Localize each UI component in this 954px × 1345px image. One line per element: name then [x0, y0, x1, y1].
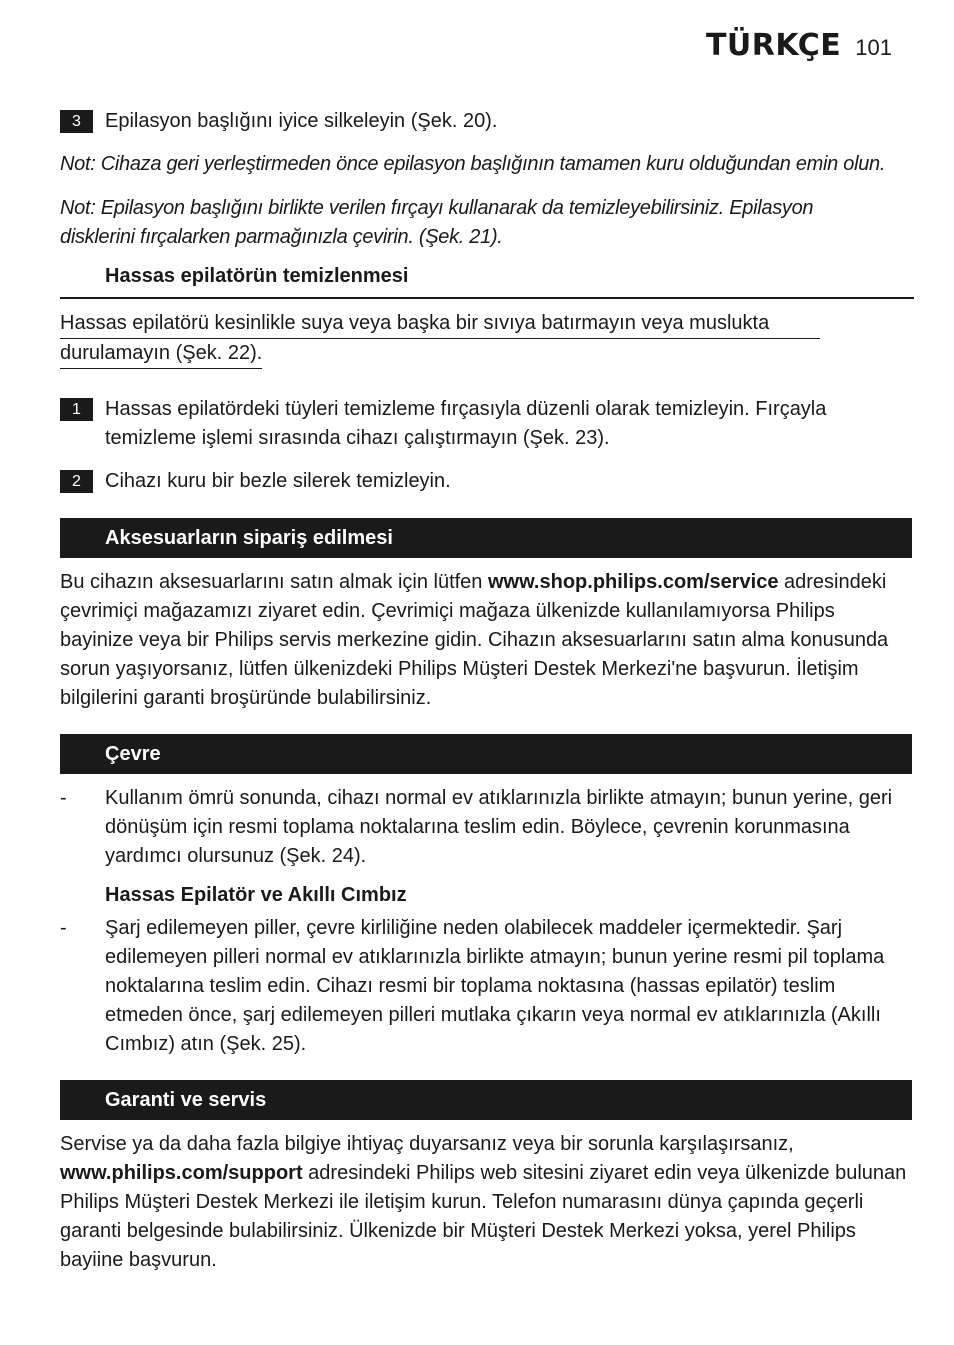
warning-text — [60, 309, 820, 369]
section-heading-precision-cleaning: Hassas epilatörün temizlenmesi — [105, 265, 409, 287]
step-number-badge: 2 — [60, 470, 93, 493]
section-heading-warranty: Garanti ve servis — [105, 1089, 267, 1111]
section-bar-environment — [60, 734, 912, 774]
note-brush: Not: Epilasyon başlığını birlikte verilen fırçayı kullanarak da temizleyebilirsiniz. Epilasyon disklerini fırçalarken parmağınızla çevirin. (Şek. 21). — [60, 197, 814, 248]
step-text: Hassas epilatördeki tüyleri temizleme fırçasıyla düzenli olarak temizleyin. Fırçayla temizleme işlemi sırasında cihazı çalıştırmayın (Şek. 23). — [105, 398, 827, 449]
accessories-text-end: adresindeki çevrimiçi mağazamızı ziyaret edin. Çevrimiçi mağaza ülkenizde kullanılamıyorsa Philips bayinize veya bir Philips servis merkezine gidin. Cihazın aksesuarlarını satın alma konusunda sorun yaşıyorsanız, lütfen ülkenizdeki Philips Müşteri Destek Merkezi'ne başvurun. İletişim bilgilerini garanti broşüründe bulabilirsiniz. — [60, 571, 889, 709]
accessories-text-start: Bu cihazın aksesuarlarını satın almak için lütfen — [60, 571, 488, 593]
step-3 — [60, 107, 912, 136]
accessories-shop-link[interactable]: www.shop.philips.com/service — [488, 571, 779, 593]
section-heading-environment: Çevre — [105, 743, 161, 765]
warranty-paragraph — [60, 1130, 912, 1275]
step-2 — [60, 467, 912, 496]
environment-item-2-text: Şarj edilemeyen piller, çevre kirliliğine neden olabilecek maddeler içermektedir. Şarj edilemeyen pilleri normal ev atıklarınızla birlikte atmayın; bunun yerine resmi pil toplama noktalarına teslim edin. Cihazı resmi bir toplama noktasına (hassas epilatör) teslim etmeden önce, şarj edilemeyen pilleri mutlaka çıkarın veya normal ev atıklarınızla (Akıllı Cımbız) atın (Şek. 25). — [105, 917, 885, 1055]
accessories-paragraph — [60, 568, 912, 713]
environment-item-2 — [60, 914, 912, 1059]
section-divider — [60, 297, 914, 299]
environment-item-1-text: Kullanım ömrü sonunda, cihazı normal ev atıklarınızla birlikte atmayın; bunun yerine, geri dönüşüm için resmi toplama noktalarına teslim edin. Böylece, çevrenin korunmasına yardımcı olursunuz (Şek. 24). — [105, 787, 893, 867]
warning-line-2: durulamayın (Şek. 22). — [60, 339, 262, 369]
section-bar-accessories — [60, 518, 912, 558]
page-number: 101 — [855, 35, 892, 60]
section-heading-accessories: Aksesuarların sipariş edilmesi — [105, 527, 393, 549]
language-title: TÜRKÇE — [705, 28, 842, 63]
environment-item-1 — [60, 784, 912, 871]
warranty-text-start: Servise ya da daha fazla bilgiye ihtiyaç duyarsanız veya bir sorunla karşılaşırsanız, — [60, 1133, 794, 1155]
step-text: Epilasyon başlığını iyice silkeleyin (Şek. 20). — [105, 110, 498, 132]
page-header — [706, 28, 892, 63]
step-1 — [60, 395, 912, 453]
warranty-support-link[interactable]: www.philips.com/support — [60, 1162, 303, 1184]
step-text: Cihazı kuru bir bezle silerek temizleyin. — [105, 470, 451, 492]
subheading-batteries: Hassas Epilatör ve Akıllı Cımbız — [105, 884, 407, 906]
step-number-badge: 1 — [60, 398, 93, 421]
step-number-badge: 3 — [60, 110, 93, 133]
warning-line-1: Hassas epilatörü kesinlikle suya veya başka bir sıvıya batırmayın veya muslukta — [60, 309, 820, 339]
section-bar-warranty — [60, 1080, 912, 1120]
list-dash: - — [60, 787, 67, 809]
list-dash: - — [60, 917, 67, 939]
note-dry-head: Not: Cihaza geri yerleştirmeden önce epilasyon başlığının tamamen kuru olduğundan emin olun. — [60, 153, 886, 175]
warranty-text-end: adresindeki Philips web sitesini ziyaret edin veya ülkenizde bulunan Philips Müşteri Destek Merkezi ile iletişim kurun. Telefon numarasını dünya çapında geçerli garanti belgesinde bulabilirsiniz. Ülkenizde bir Müşteri Destek Merkezi yoksa, yerel Philips bayiine başvurun. — [60, 1162, 907, 1271]
